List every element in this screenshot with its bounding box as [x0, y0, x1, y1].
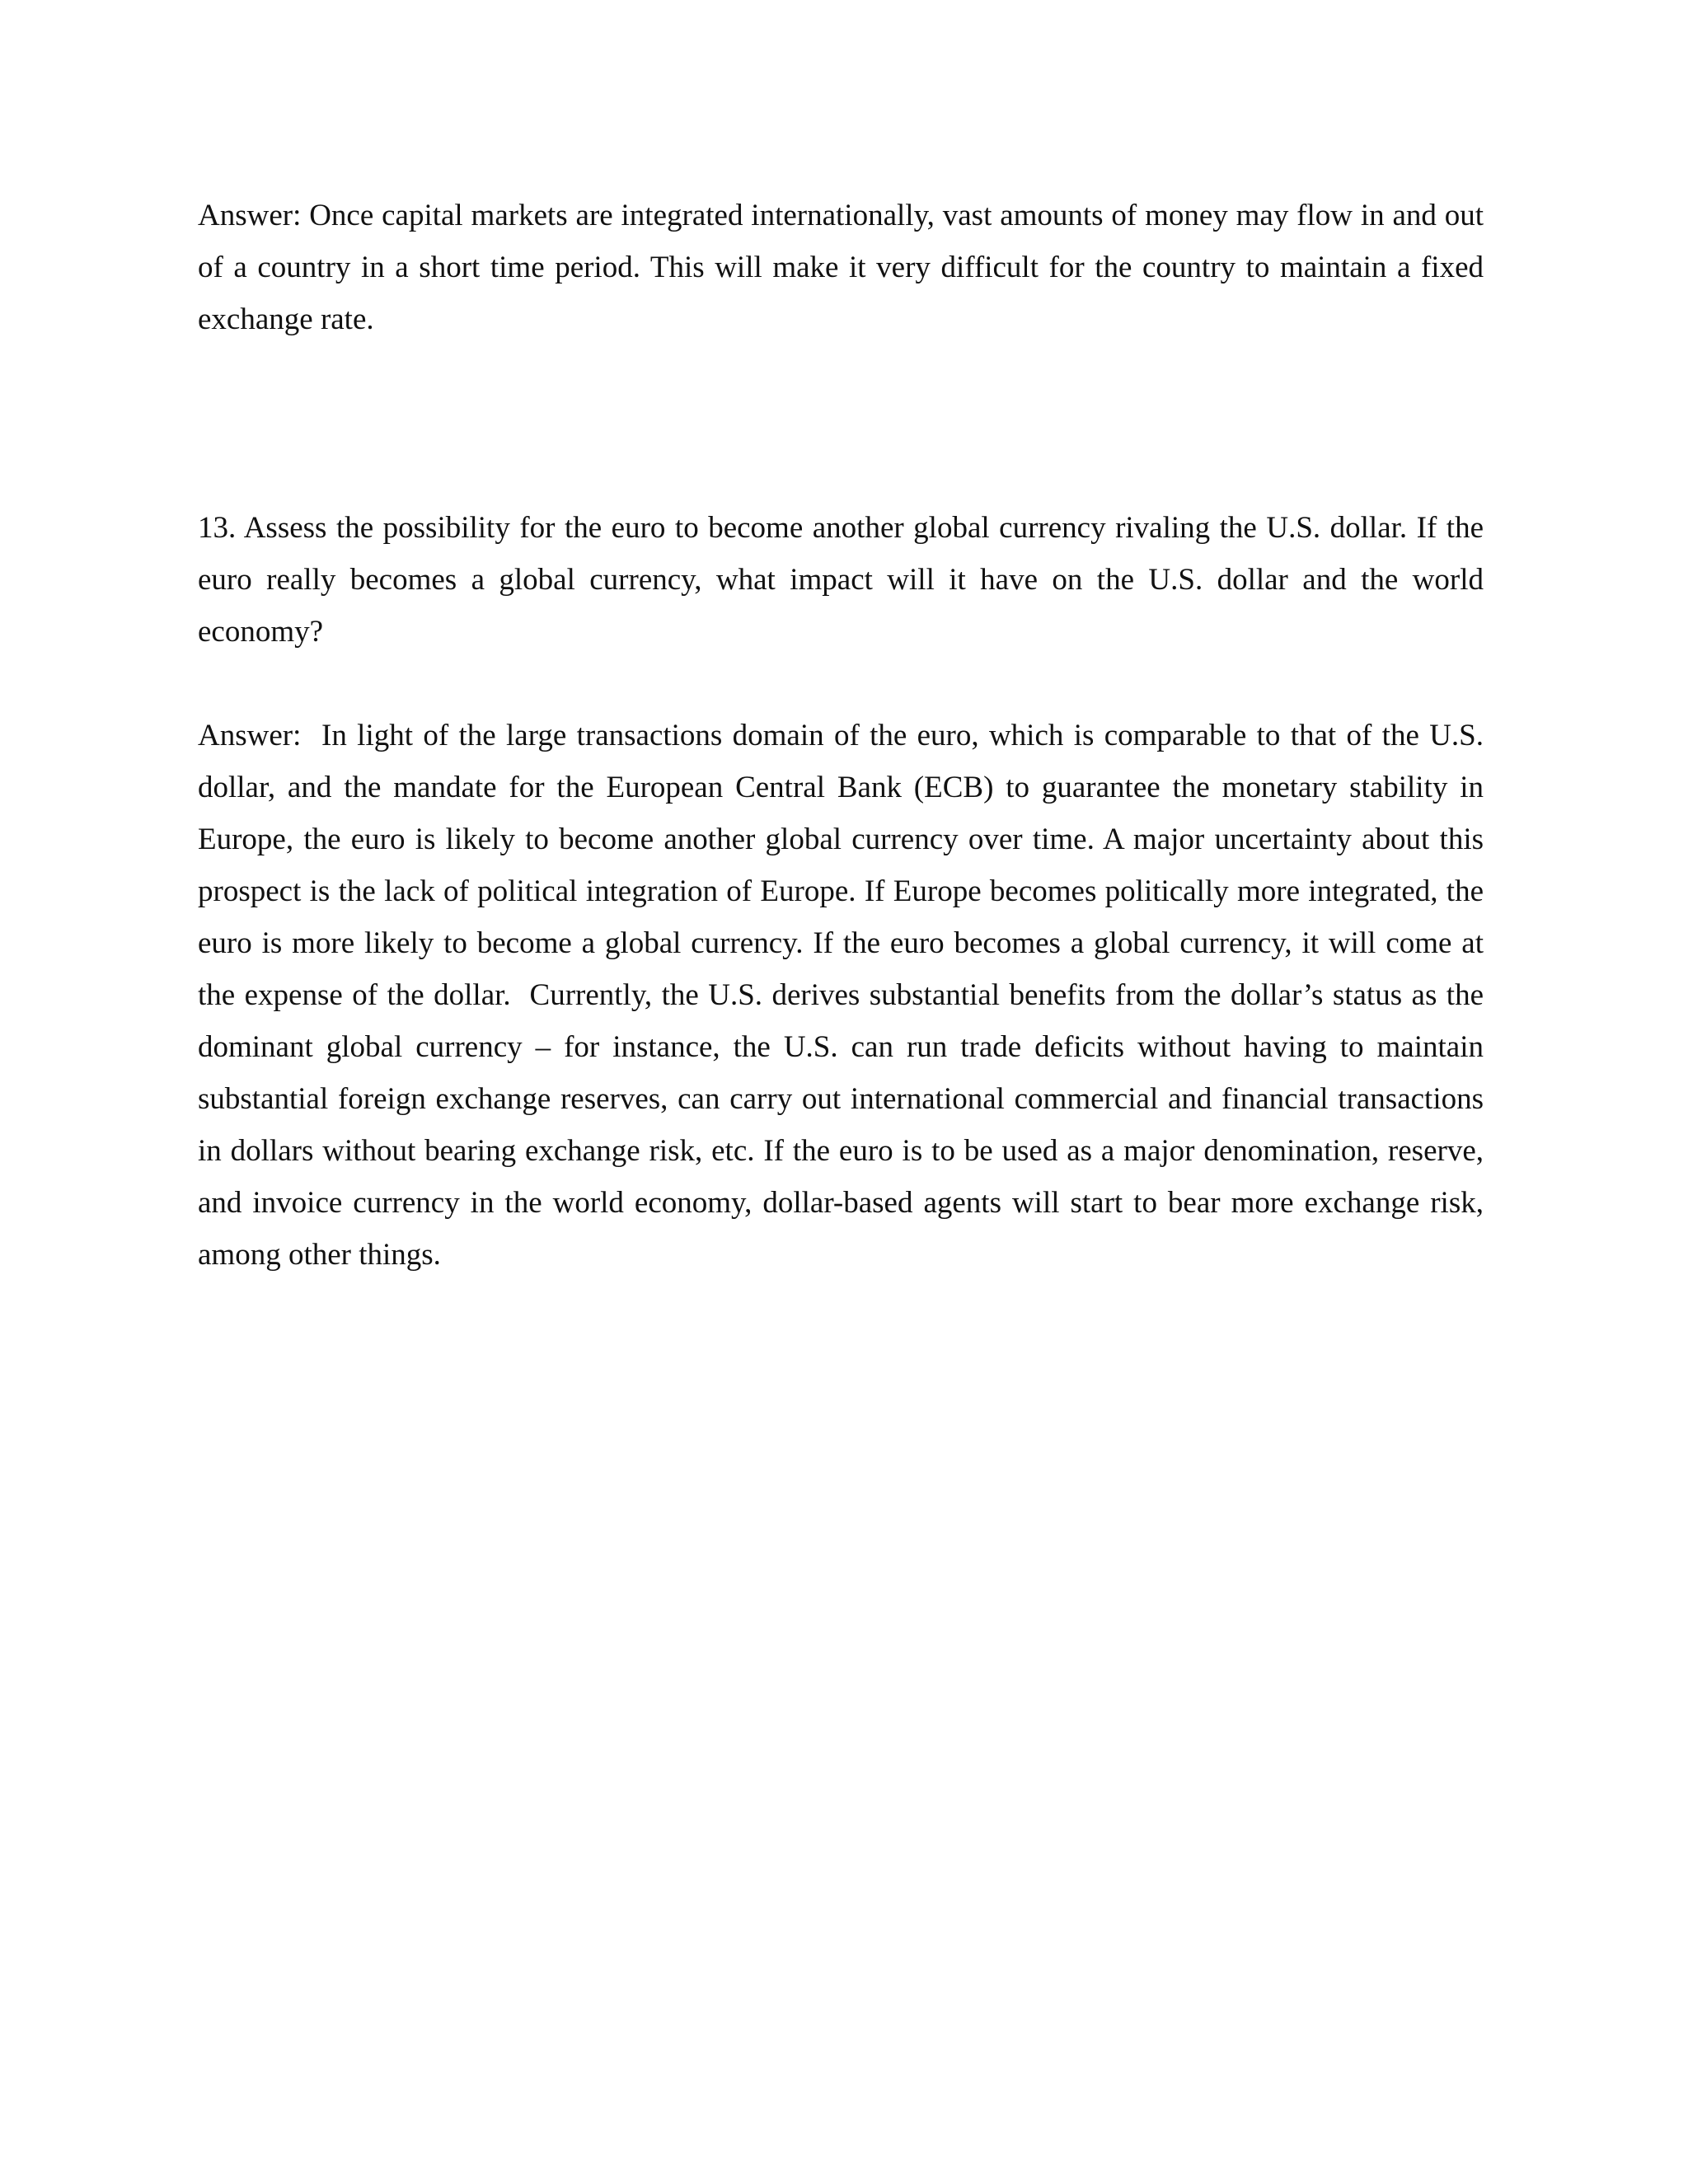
- question-13-paragraph: 13. Assess the possibility for the euro to become another global currency rivaling the U.S. dollar. If the euro really becomes a global currency, what impact will it have on the U.S. dollar and the world economy?: [198, 511, 1492, 649]
- document-body: [198, 190, 1492, 1281]
- answer-13-paragraph: Answer: In light of the large transactions domain of the euro, which is comparable to that of the U.S. dollar, and the mandate for the European Central Bank (ECB) to guarantee the monetary stability in Europe, the euro is likely to become another global currency over time. A major uncertainty about this prospect is the lack of political integration of Europe. If Europe becomes politically more integrated, the euro is more likely to become a global currency. If the euro becomes a global currency, it will come at the expense of the dollar. Currently, the U.S. derives substantial benefits from the dollar’s status as the dominant global currency – for instance, the U.S. can run trade deficits without having to maintain substantial foreign exchange reserves, can carry out international commercial and financial transactions in dollars without bearing exchange risk, etc. If the euro is to be used as a major denomination, reserve, and invoice currency in the world economy, dollar-based agents will start to bear more exchange risk, among other things.: [198, 719, 1492, 1272]
- answer-12-paragraph: Answer: Once capital markets are integrated internationally, vast amounts of money may flow in and out of a country in a short time period. This will make it very difficult for the country to maintain a fixed exchange rate.: [198, 199, 1492, 336]
